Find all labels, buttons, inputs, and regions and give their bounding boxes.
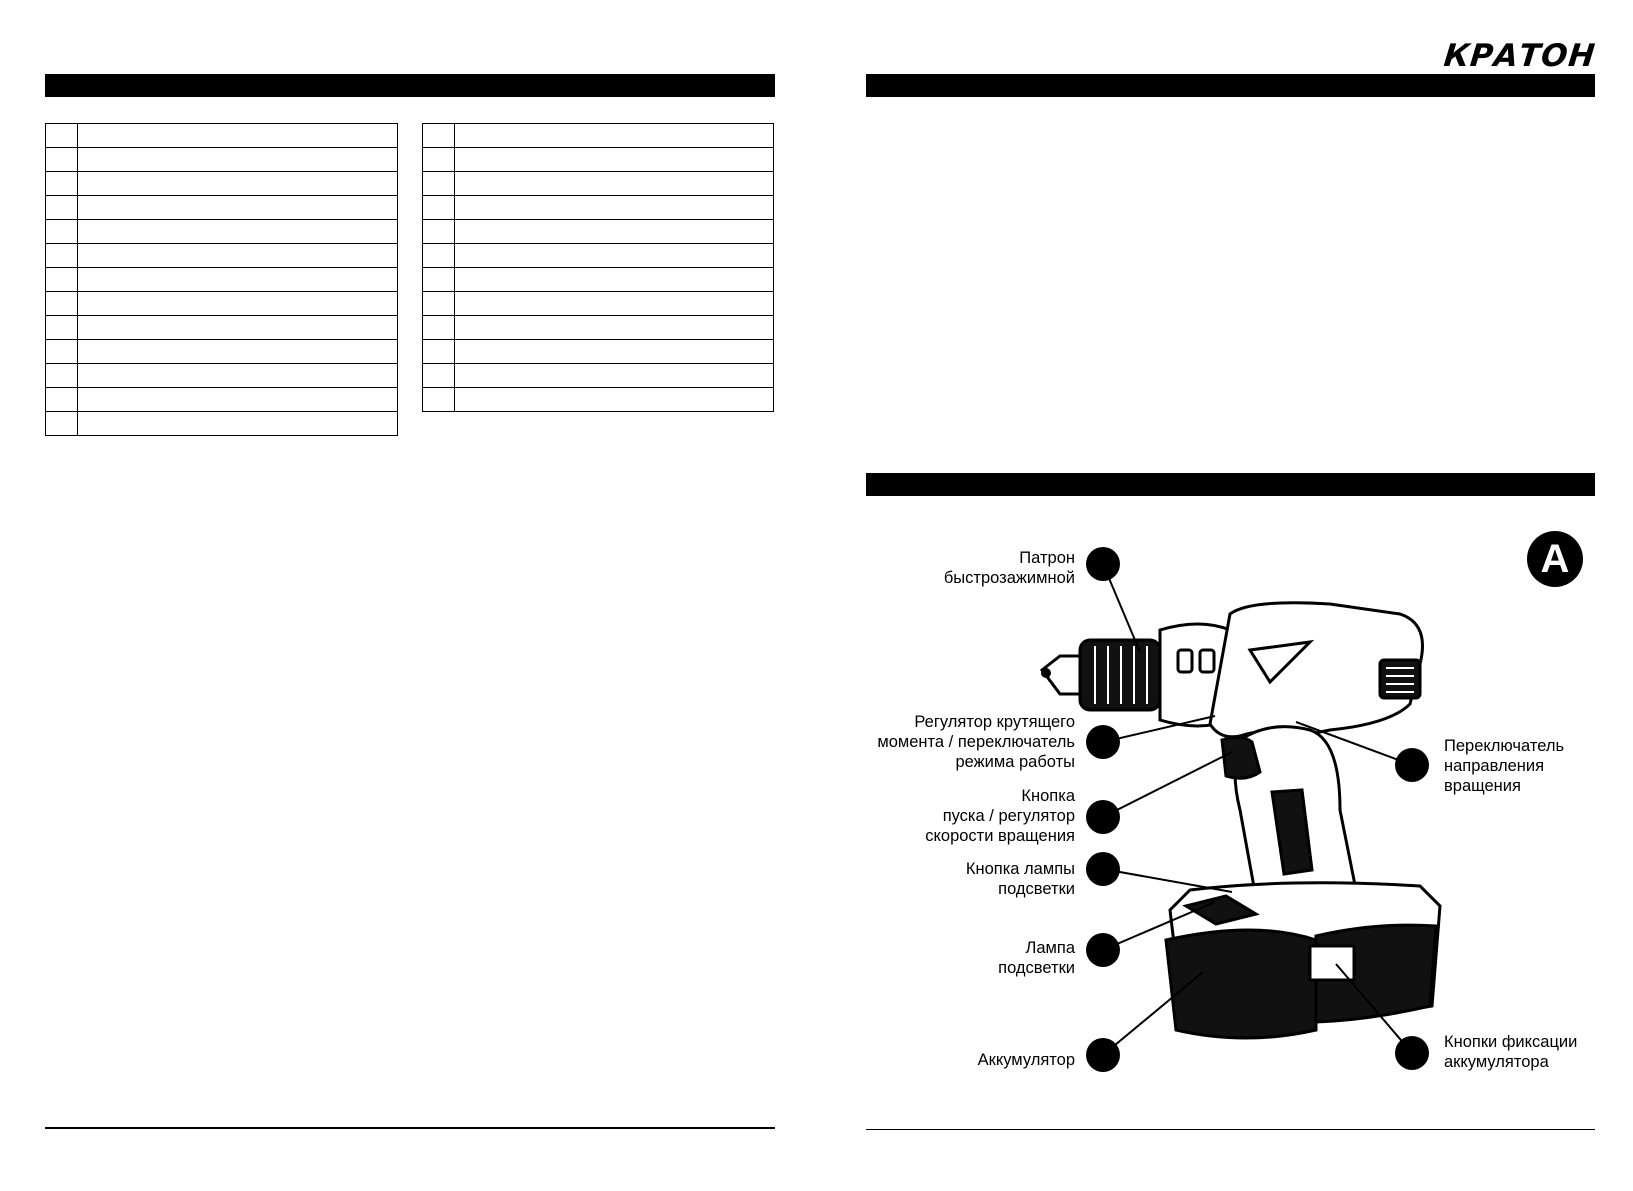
- label-chuck: Патрон быстрозажимной: [943, 549, 1075, 587]
- label-battery-lock: Кнопки фиксации аккумулятора: [1444, 1033, 1578, 1071]
- marker-torque: [1086, 725, 1120, 759]
- label-torque: Регулятор крутящего момента / переключатель режима работы: [877, 713, 1075, 771]
- figure-badge: A: [1527, 531, 1583, 587]
- label-lamp: Лампа подсветки: [998, 939, 1075, 977]
- marker-direction: [1395, 748, 1429, 782]
- label-light-button: Кнопка лампы подсветки: [965, 860, 1075, 898]
- label-trigger: Кнопка пуска / регулятор скорости вращения: [925, 787, 1075, 845]
- marker-chuck: [1086, 547, 1120, 581]
- marker-battery-lock: [1395, 1036, 1429, 1070]
- marker-lamp: [1086, 933, 1120, 967]
- marker-light-button: [1086, 852, 1120, 886]
- brand-logo: КРАТОН: [1442, 38, 1598, 74]
- label-battery: Аккумулятор: [977, 1051, 1075, 1069]
- marker-trigger: [1086, 800, 1120, 834]
- marker-battery: [1086, 1038, 1120, 1072]
- label-direction: Переключатель направления вращения: [1444, 737, 1565, 795]
